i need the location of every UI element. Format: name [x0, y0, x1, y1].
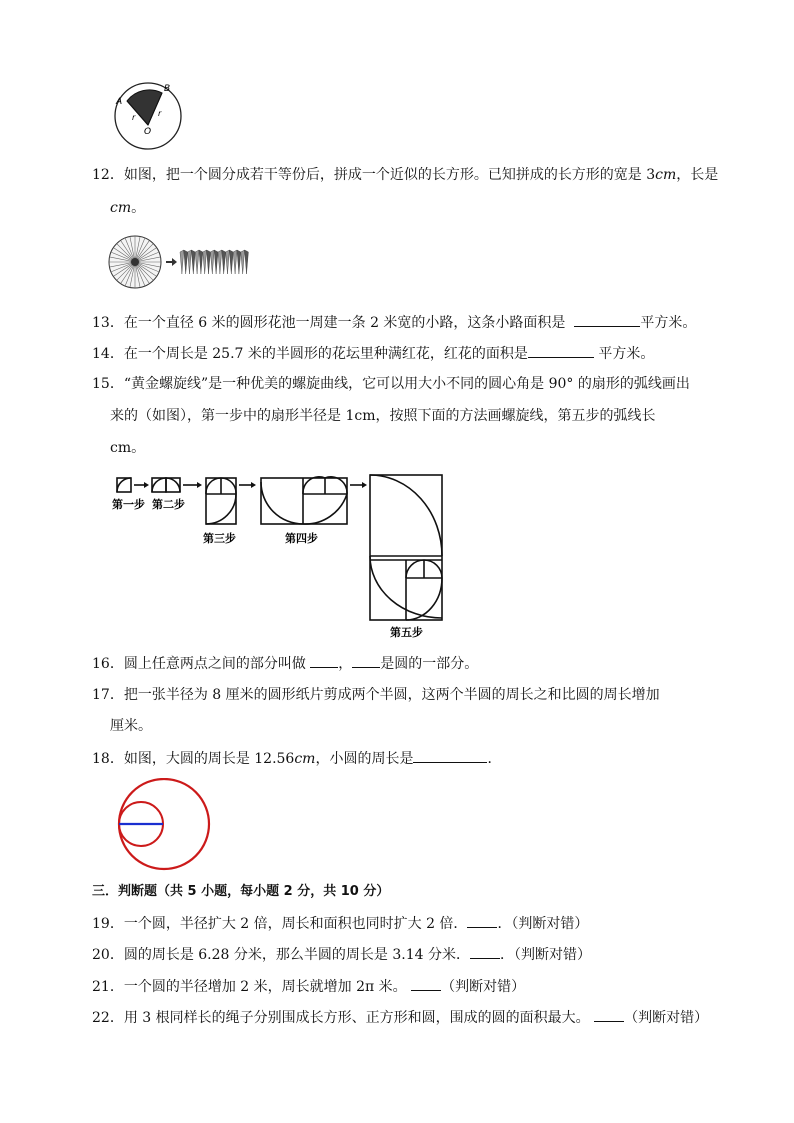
answer-blank[interactable]: [352, 653, 380, 668]
label-r1: r: [132, 113, 136, 122]
step-3-label: 第三步: [203, 532, 236, 545]
question-20: 20．圆的周长是 6.28 分米，那么半圆的周长是 3.14 分米． ．（判断对错）: [92, 944, 591, 965]
sliced-circle: [109, 236, 161, 288]
question-15-line1: 15．“黄金螺旋线”是一种优美的螺旋曲线，它可以用大小不同的圆心角是 90° 的扇形的弧线画出: [92, 376, 690, 392]
question-16: 16．圆上任意两点之间的部分叫做 ， 是圆的一部分。: [92, 653, 478, 674]
label-b: B: [164, 84, 171, 94]
sector-circle-figure: [110, 80, 190, 152]
question-15-line3: cm。: [110, 440, 146, 456]
answer-blank[interactable]: [574, 312, 640, 327]
answer-blank[interactable]: [594, 1007, 624, 1022]
question-22: 22．用 3 根同样长的绳子分别围成长方形、正方形和圆，围成的圆的面积最大。 （判断对错）: [92, 1007, 708, 1028]
step-4-label: 第四步: [285, 532, 318, 545]
label-o: O: [144, 127, 152, 137]
answer-blank[interactable]: [470, 944, 500, 959]
arrow-icon: [166, 258, 177, 266]
question-15-line2: 来的（如图），第一步中的扇形半径是 1cm，按照下面的方法画螺旋线，第五步的弧线长: [110, 408, 656, 424]
question-17-line2: 厘米。: [110, 718, 152, 734]
section-3-title: 三．判断题（共 5 小题，每小题 2 分，共 10 分）: [92, 884, 390, 899]
two-circles-figure: [110, 778, 214, 874]
answer-blank[interactable]: [413, 748, 487, 763]
step-2-label: 第二步: [152, 498, 185, 511]
circle-to-rectangle-figure: [108, 232, 250, 292]
golden-spiral-figure: [110, 470, 455, 640]
question-13: 13．在一个直径 6 米的圆形花池一周建一条 2 米宽的小路，这条小路面积是 平方米。: [92, 312, 696, 333]
answer-blank[interactable]: [310, 653, 338, 668]
label-a: A: [116, 97, 123, 107]
question-12-line2: cm。: [110, 200, 146, 216]
question-21: 21．一个圆的半径增加 2 米，周长就增加 2π 米。 （判断对错）: [92, 976, 525, 997]
question-14: 14．在一个周长是 25.7 米的半圆形的花坛里种满红花，红花的面积是 平方米。: [92, 343, 654, 364]
question-12-line1: 12．如图，把一个圆分成若干等份后，拼成一个近似的长方形。已知拼成的长方形的宽是 3cm，长是: [92, 167, 719, 183]
step-5-label: 第五步: [390, 626, 423, 639]
question-19: 19．一个圆，半径扩大 2 倍，周长和面积也同时扩大 2 倍． ．（判断对错）: [92, 913, 588, 934]
answer-blank[interactable]: [411, 976, 441, 991]
question-17-line1: 17．把一张半径为 8 厘米的圆形纸片剪成两个半圆，这两个半圆的周长之和比圆的周长增加: [92, 687, 660, 703]
answer-blank[interactable]: [467, 913, 497, 928]
question-18: 18．如图，大圆的周长是 12.56cm，小圆的周长是 ．: [92, 748, 501, 769]
answer-blank[interactable]: [528, 343, 594, 358]
label-r2: r: [158, 109, 162, 118]
step-1-label: 第一步: [112, 498, 145, 511]
approx-rectangle: [180, 250, 248, 274]
